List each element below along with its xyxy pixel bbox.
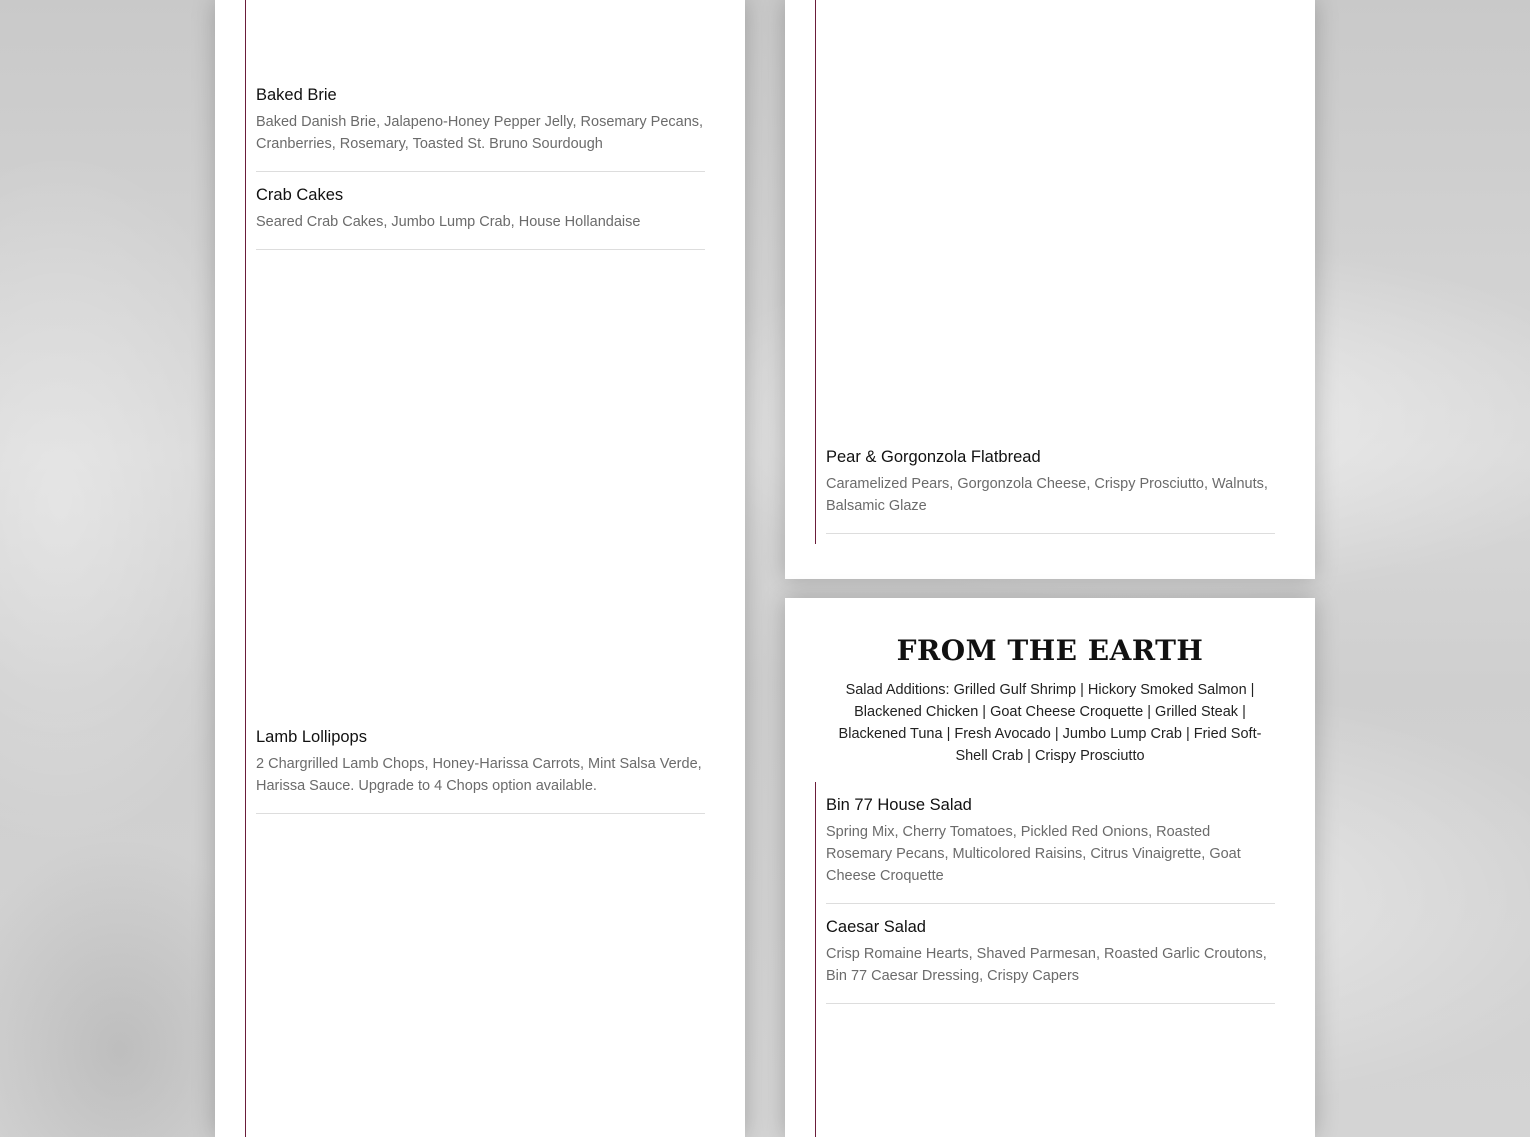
menu-item-caesar-salad xyxy=(826,916,1275,1004)
accent-divider-line xyxy=(815,782,816,1137)
accent-divider-line xyxy=(815,0,816,544)
menu-item-bin-77-house-salad xyxy=(826,794,1275,904)
menu-item-description: Seared Crab Cakes, Jumbo Lump Crab, House Hollandaise xyxy=(256,214,641,230)
salad-additions-note: Salad Additions: Grilled Gulf Shrimp | Hickory Smoked Salmon | Blackened Chicken | Goat Cheese Croquette | Grilled Steak | Blackened Tuna | Fresh Avocado | Jumbo Lump Crab | Fried Soft-Shell Crab | Crispy Prosciutto xyxy=(838,682,1262,764)
menu-item-description: 2 Chargrilled Lamb Chops, Honey-Harissa Carrots, Mint Salsa Verde, Harissa Sauce. Upgrade to 4 Chops option available. xyxy=(256,756,702,794)
menu-section-from-the-earth xyxy=(785,598,1315,1137)
accent-divider-line xyxy=(245,0,246,1137)
menu-item-pear-gorgonzola-flatbread xyxy=(826,446,1275,534)
menu-item-name: Lamb Lollipops xyxy=(256,728,367,746)
menu-item-name: Crab Cakes xyxy=(256,186,344,204)
menu-item-baked-brie xyxy=(256,84,705,172)
menu-item-description: Crisp Romaine Hearts, Shaved Parmesan, Roasted Garlic Croutons, Bin 77 Caesar Dressing, Crispy Capers xyxy=(826,946,1267,984)
section-title: FROM THE EARTH xyxy=(896,634,1204,667)
menu-item-name: Bin 77 House Salad xyxy=(826,796,972,814)
menu-item-description: Spring Mix, Cherry Tomatoes, Pickled Red Onions, Roasted Rosemary Pecans, Multicolored Raisins, Citrus Vinaigrette, Goat Cheese Croquette xyxy=(826,824,1241,884)
menu-card-left xyxy=(215,0,745,1137)
menu-item-name: Caesar Salad xyxy=(826,918,926,936)
menu-item-lamb-lollipops xyxy=(256,726,705,814)
menu-item-name: Pear & Gorgonzola Flatbread xyxy=(826,448,1041,466)
menu-item-name: Baked Brie xyxy=(256,86,337,104)
menu-card-right-top xyxy=(785,0,1315,579)
menu-item-description: Caramelized Pears, Gorgonzola Cheese, Crispy Prosciutto, Walnuts, Balsamic Glaze xyxy=(826,476,1268,514)
menu-item-description: Baked Danish Brie, Jalapeno-Honey Pepper Jelly, Rosemary Pecans, Cranberries, Rosemary, Toasted St. Bruno Sourdough xyxy=(256,114,704,152)
menu-item-crab-cakes xyxy=(256,184,705,250)
